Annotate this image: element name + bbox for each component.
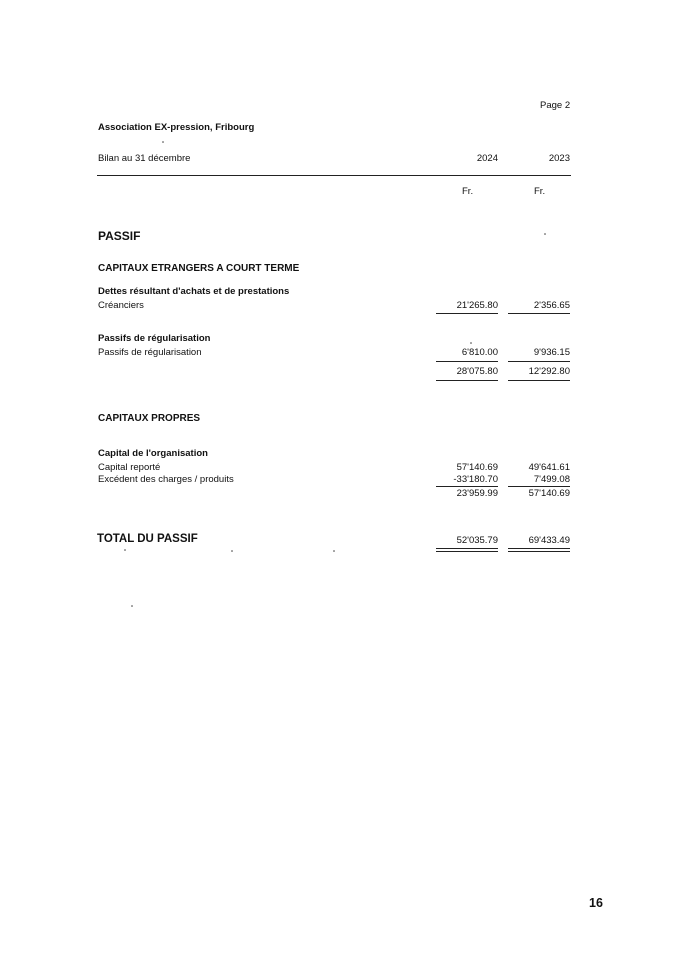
underline-2024 xyxy=(436,380,498,381)
scan-speck xyxy=(231,550,233,552)
year-current: 2024 xyxy=(476,153,498,164)
double-underline-2023 xyxy=(508,548,570,552)
row-label: Passifs de régularisation xyxy=(98,347,202,358)
scan-speck xyxy=(124,549,126,551)
section-title: PASSIF xyxy=(98,229,141,243)
scan-speck xyxy=(131,605,133,607)
underline-2023 xyxy=(508,486,570,487)
scan-speck xyxy=(470,342,472,344)
underline-2024 xyxy=(436,361,498,362)
currency-previous: Fr. xyxy=(534,186,546,197)
year-previous: 2023 xyxy=(548,153,570,164)
value-2023: 7'499.08 xyxy=(533,474,570,485)
equity-title: CAPITAUX PROPRES xyxy=(98,413,201,424)
underline-2024 xyxy=(436,486,498,487)
scan-speck xyxy=(333,550,335,552)
group-heading: Capital de l'organisation xyxy=(98,448,208,459)
currency-current: Fr. xyxy=(462,186,474,197)
underline-2024 xyxy=(436,313,498,314)
total-2023: 69'433.49 xyxy=(528,535,570,546)
subtotal-2024: 28'075.80 xyxy=(456,366,498,377)
row-label: Créanciers xyxy=(98,300,144,311)
value-2023: 9'936.15 xyxy=(533,347,570,358)
value-2023: 49'641.61 xyxy=(528,462,570,473)
value-2023: 2'356.65 xyxy=(533,300,570,311)
header-rule xyxy=(97,175,571,176)
page-number: 16 xyxy=(589,896,603,910)
double-underline-2024 xyxy=(436,548,498,552)
total-2024: 52'035.79 xyxy=(456,535,498,546)
scan-speck xyxy=(162,141,164,143)
short-term-title: CAPITAUX ETRANGERS A COURT TERME xyxy=(98,263,300,274)
row-label: Excédent des charges / produits xyxy=(98,474,234,485)
row-label: Capital reporté xyxy=(98,462,161,473)
group-heading: Passifs de régularisation xyxy=(98,333,211,344)
value-2024: 21'265.80 xyxy=(456,300,498,311)
scan-speck xyxy=(544,233,546,235)
underline-2023 xyxy=(508,313,570,314)
subtotal-2023: 12'292.80 xyxy=(528,366,570,377)
value-2024: 6'810.00 xyxy=(461,347,498,358)
page-label: Page 2 xyxy=(540,100,571,111)
underline-2023 xyxy=(508,380,570,381)
statement-title: Bilan au 31 décembre xyxy=(98,153,191,164)
organisation-name: Association EX-pression, Fribourg xyxy=(98,122,255,133)
subtotal-2023: 57'140.69 xyxy=(528,488,570,499)
group-heading: Dettes résultant d'achats et de prestations xyxy=(98,286,290,297)
value-2024: 57'140.69 xyxy=(456,462,498,473)
value-2024: -33'180.70 xyxy=(453,474,498,485)
underline-2023 xyxy=(508,361,570,362)
total-label: TOTAL DU PASSIF xyxy=(97,533,198,545)
subtotal-2024: 23'959.99 xyxy=(456,488,498,499)
